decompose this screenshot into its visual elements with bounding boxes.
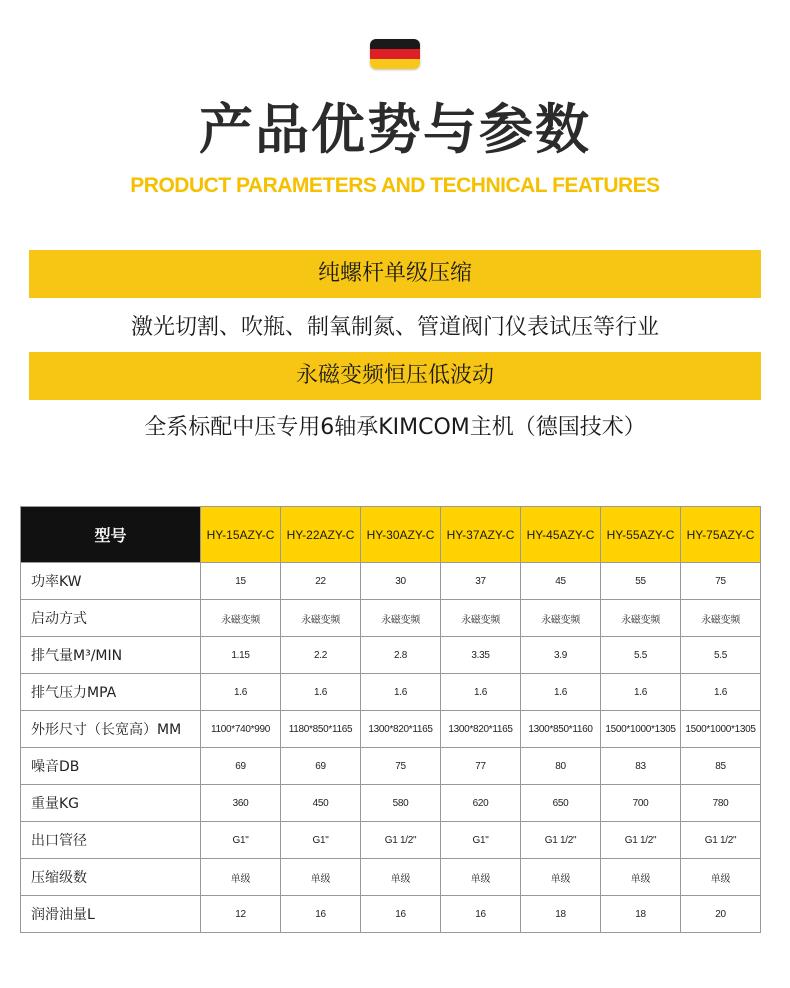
table-row (21, 600, 761, 637)
table-cell: 75 (361, 748, 441, 785)
table-row (21, 822, 761, 859)
table-cell: 单级 (201, 859, 281, 896)
row-label: 排气压力MPA (21, 674, 201, 711)
table-cell: 1.6 (201, 674, 281, 711)
row-label: 排气量M³/MIN (21, 637, 201, 674)
table-cell: 永磁变频 (281, 600, 361, 637)
model-header-cell: HY-22AZY-C (281, 507, 361, 563)
table-cell: 620 (441, 785, 521, 822)
table-cell: 22 (281, 563, 361, 600)
table-cell: 单级 (281, 859, 361, 896)
table-cell: 永磁变频 (601, 600, 681, 637)
germany-flag-icon (370, 39, 420, 69)
table-cell: 1500*1000*1305 (601, 711, 681, 748)
table-cell: 360 (201, 785, 281, 822)
table-cell: 780 (681, 785, 761, 822)
model-header-cell: HY-37AZY-C (441, 507, 521, 563)
table-cell: G1 1/2" (601, 822, 681, 859)
table-row (21, 896, 761, 933)
table-cell: 37 (441, 563, 521, 600)
table-cell: 1300*820*1165 (441, 711, 521, 748)
table-header-row (21, 507, 761, 563)
row-label: 出口管径 (21, 822, 201, 859)
table-cell: 单级 (601, 859, 681, 896)
table-cell: 650 (521, 785, 601, 822)
table-cell: 45 (521, 563, 601, 600)
table-cell: 450 (281, 785, 361, 822)
table-cell: 永磁变频 (521, 600, 601, 637)
feature-band-1: 纯螺杆单级压缩 (29, 250, 761, 298)
model-header-cell: HY-45AZY-C (521, 507, 601, 563)
table-cell: 1300*820*1165 (361, 711, 441, 748)
table-cell: 69 (281, 748, 361, 785)
table-row (21, 711, 761, 748)
table-cell: 1500*1000*1305 (681, 711, 761, 748)
table-cell: 15 (201, 563, 281, 600)
table-cell: 20 (681, 896, 761, 933)
table-cell: 580 (361, 785, 441, 822)
table-cell: 单级 (361, 859, 441, 896)
table-cell: 1.6 (521, 674, 601, 711)
table-cell: 永磁变频 (361, 600, 441, 637)
table-cell: G1 1/2" (361, 822, 441, 859)
table-cell: 单级 (681, 859, 761, 896)
table-row (21, 563, 761, 600)
table-cell: 1.6 (281, 674, 361, 711)
table-cell: 16 (441, 896, 521, 933)
table-cell: 1300*850*1160 (521, 711, 601, 748)
table-cell: 12 (201, 896, 281, 933)
row-label: 压缩级数 (21, 859, 201, 896)
table-cell: 3.9 (521, 637, 601, 674)
table-cell: 55 (601, 563, 681, 600)
table-cell: 1.15 (201, 637, 281, 674)
feature-line-2: 全系标配中压专用6轴承KIMCOM主机（德国技术） (144, 415, 646, 440)
model-header-cell: HY-75AZY-C (681, 507, 761, 563)
table-cell: G1" (441, 822, 521, 859)
model-header-cell: HY-55AZY-C (601, 507, 681, 563)
row-label: 重量KG (21, 785, 201, 822)
table-cell: 1.6 (441, 674, 521, 711)
model-header-cell: HY-30AZY-C (361, 507, 441, 563)
page-title: 产品优势与参数 (199, 98, 591, 161)
row-label: 润滑油量L (21, 896, 201, 933)
table-cell: 69 (201, 748, 281, 785)
table-cell: 永磁变频 (201, 600, 281, 637)
table-cell: 18 (601, 896, 681, 933)
table-cell: 700 (601, 785, 681, 822)
table-cell: 单级 (441, 859, 521, 896)
table-cell: 16 (361, 896, 441, 933)
table-cell: 2.8 (361, 637, 441, 674)
table-corner-label: 型号 (21, 507, 201, 563)
table-cell: 1.6 (361, 674, 441, 711)
table-cell: 3.35 (441, 637, 521, 674)
row-label: 启动方式 (21, 600, 201, 637)
row-label: 噪音DB (21, 748, 201, 785)
table-cell: 1.6 (681, 674, 761, 711)
feature-band-2: 永磁变频恒压低波动 (29, 352, 761, 400)
table-cell: 77 (441, 748, 521, 785)
table-row (21, 859, 761, 896)
table-cell: 5.5 (601, 637, 681, 674)
table-row (21, 748, 761, 785)
table-cell: 5.5 (681, 637, 761, 674)
table-cell: G1 1/2" (521, 822, 601, 859)
row-label: 外形尺寸（长宽高）MM (21, 711, 201, 748)
model-header-cell: HY-15AZY-C (201, 507, 281, 563)
table-cell: G1" (281, 822, 361, 859)
table-cell: 永磁变频 (441, 600, 521, 637)
table-cell: 1180*850*1165 (281, 711, 361, 748)
table-cell: 1100*740*990 (201, 711, 281, 748)
table-row (21, 674, 761, 711)
table-cell: 80 (521, 748, 601, 785)
table-cell: 永磁变频 (681, 600, 761, 637)
table-cell: 16 (281, 896, 361, 933)
table-cell: 75 (681, 563, 761, 600)
table-cell: 2.2 (281, 637, 361, 674)
table-row (21, 785, 761, 822)
table-cell: 18 (521, 896, 601, 933)
table-cell: 83 (601, 748, 681, 785)
table-cell: 单级 (521, 859, 601, 896)
table-row (21, 637, 761, 674)
table-cell: 30 (361, 563, 441, 600)
spec-table (20, 506, 761, 933)
row-label: 功率KW (21, 563, 201, 600)
table-cell: 1.6 (601, 674, 681, 711)
page-subtitle: PRODUCT PARAMETERS AND TECHNICAL FEATURES (130, 174, 660, 197)
table-cell: G1 1/2" (681, 822, 761, 859)
table-cell: G1" (201, 822, 281, 859)
table-cell: 85 (681, 748, 761, 785)
feature-line-1: 激光切割、吹瓶、制氧制氮、管道阀门仪表试压等行业 (130, 315, 659, 340)
